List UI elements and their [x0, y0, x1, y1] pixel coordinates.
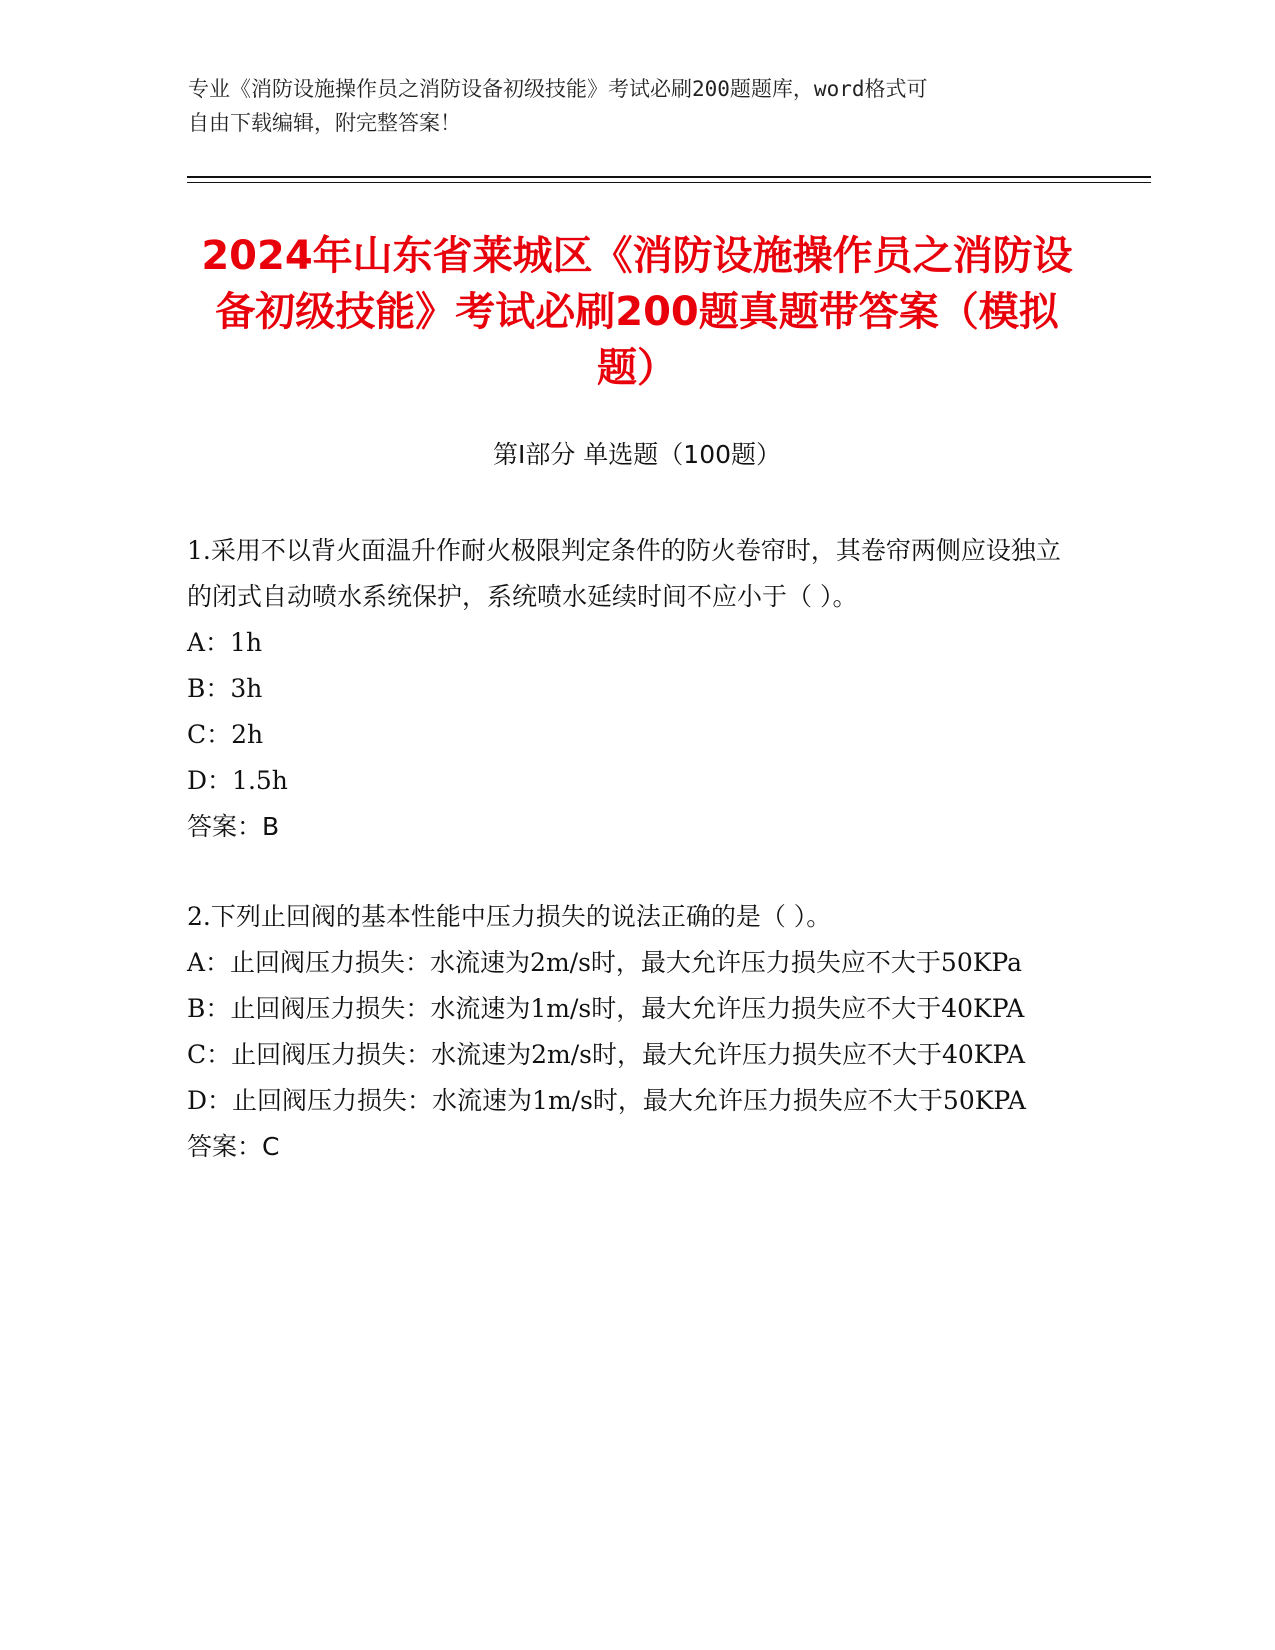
document-title: 2024年山东省莱城区《消防设施操作员之消防设备初级技能》考试必刷200题真题带答案（模拟题） — [201, 233, 1073, 391]
question-option: D：1.5h — [187, 766, 288, 795]
question-stem: 2.下列止回阀的基本性能中压力损失的说法正确的是（ ）。 — [187, 902, 832, 931]
header-note-line-1: 专业《消防设施操作员之消防设备初级技能》考试必刷200题题库，word格式可 — [188, 77, 928, 101]
question-option: D：止回阀压力损失：水流速为1m/s时，最大允许压力损失应不大于50KPA — [187, 1086, 1026, 1115]
question-answer: 答案：C — [187, 1132, 280, 1161]
header-divider-thick — [187, 176, 1151, 178]
question-item — [187, 894, 1067, 1170]
question-option: C：2h — [187, 720, 264, 749]
section-heading: 第Ⅰ部分 单选题（100题） — [492, 440, 782, 469]
question-item — [187, 528, 1067, 850]
question-option: C：止回阀压力损失：水流速为2m/s时，最大允许压力损失应不大于40KPA — [187, 1040, 1026, 1069]
question-answer: 答案：B — [187, 812, 280, 841]
question-option: A：止回阀压力损失：水流速为2m/s时，最大允许压力损失应不大于50KPa — [187, 948, 1023, 977]
question-stem: 1.采用不以背火面温升作耐火极限判定条件的防火卷帘时，其卷帘两侧应设独立的闭式自动喷水系统保护，系统喷水延续时间不应小于（ ）。 — [187, 536, 1061, 611]
header-note-line-2: 自由下载编辑，附完整答案！ — [188, 111, 461, 135]
header-note — [188, 72, 1088, 140]
header-divider-thin — [187, 182, 1151, 183]
question-option: B：3h — [187, 674, 263, 703]
question-option: A：1h — [187, 628, 263, 657]
question-option: B：止回阀压力损失：水流速为1m/s时，最大允许压力损失应不大于40KPA — [187, 994, 1025, 1023]
question-list — [187, 528, 1067, 1214]
